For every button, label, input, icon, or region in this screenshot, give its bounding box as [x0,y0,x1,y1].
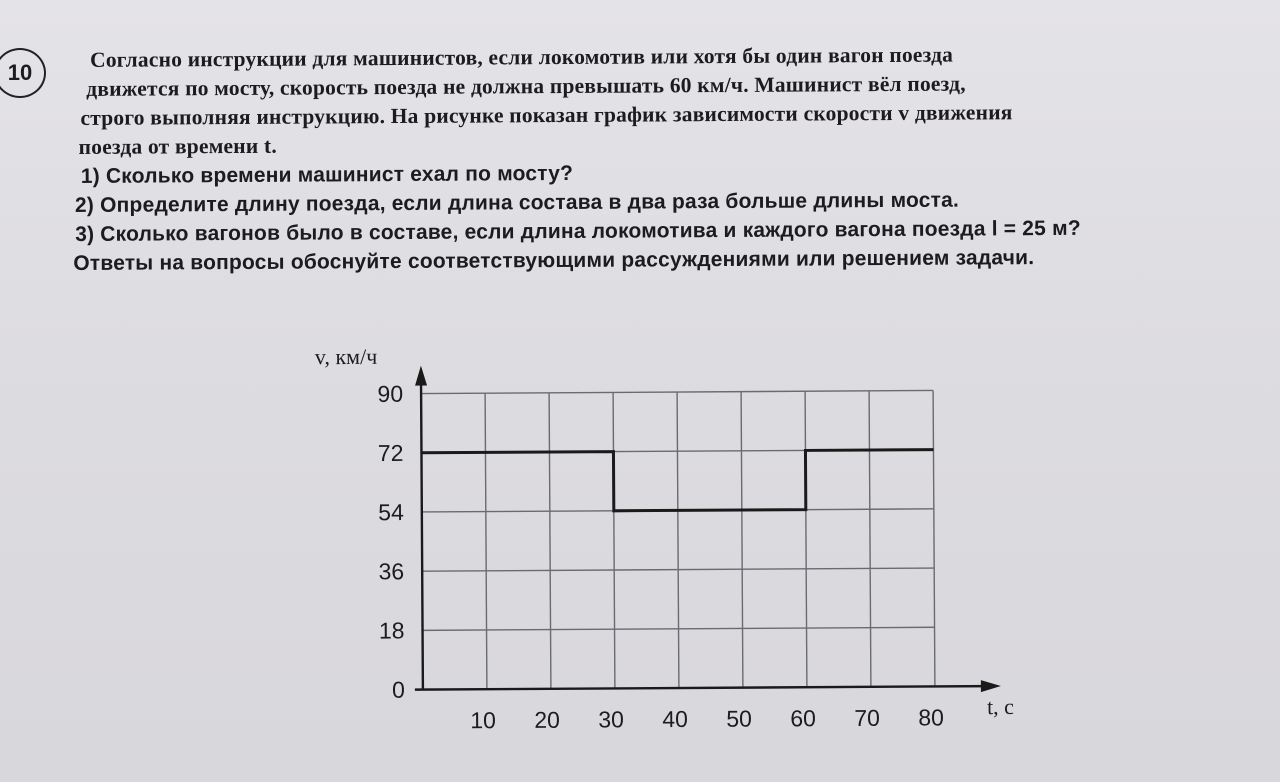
x-tick-label: 80 [918,704,944,731]
grid-line-vertical [613,392,615,688]
y-tick-label: 54 [378,499,404,526]
y-axis-arrow [415,366,427,386]
chart-grid [421,390,935,689]
x-tick-label: 60 [790,705,816,732]
statement-line-1: Согласно инструкции для машинистов, если локомотив или хотя бы один вагон поезда [90,42,954,72]
problem-number: 10 [0,48,46,98]
grid-line-vertical [933,390,935,686]
x-tick-label: 40 [662,705,688,733]
y-tick-label: 72 [377,439,404,467]
x-axis-label: t, с [986,693,1014,720]
y-tick-label: 90 [377,380,404,407]
y-tick-label: 36 [378,558,405,585]
statement-line-4: поезда от времени t. [78,133,278,159]
grid-line-vertical [805,391,807,687]
question-2: 2) Определите длину поезда, если длина состава в два раза больше длины моста. [74,188,960,217]
grid-line-vertical [869,391,871,687]
statement-line-3: строго выполняя инструкцию. На рисунке показан график зависимости скорости v движения [80,100,1013,130]
question-3: 3) Сколько вагонов было в составе, если длина локомотива и каждого вагона поезда l = 25 м? [75,216,1081,246]
statement-line-2: движется по мосту, скорость поезда не должна превышать 60 км/ч. Машинист вёл поезд, [86,71,966,101]
grid-line-vertical [485,393,487,689]
x-tick-label: 50 [726,705,752,732]
y-axis-line [421,374,423,690]
x-axis-arrow [981,680,1001,692]
y-axis-label: v, км/ч [314,343,378,370]
x-tick-label: 30 [598,706,624,733]
x-tick-label: 20 [534,706,560,733]
y-tick-label: 18 [378,617,405,644]
x-tick-label: 70 [854,704,880,731]
chart-labels [315,340,1014,734]
grid-line-vertical [549,393,551,689]
closing-instruction: Ответы на вопросы обоснуйте соответствующими рассуждениями или решением задачи. [73,246,1035,275]
y-tick-label: 0 [392,676,405,703]
grid-line-vertical [741,392,743,688]
chart-axes [413,362,1001,696]
grid-line-vertical [677,392,679,688]
x-axis-line [415,686,987,689]
question-1: 1) Сколько времени машинист ехал по мосту? [80,161,574,188]
x-tick-label: 10 [470,707,496,734]
